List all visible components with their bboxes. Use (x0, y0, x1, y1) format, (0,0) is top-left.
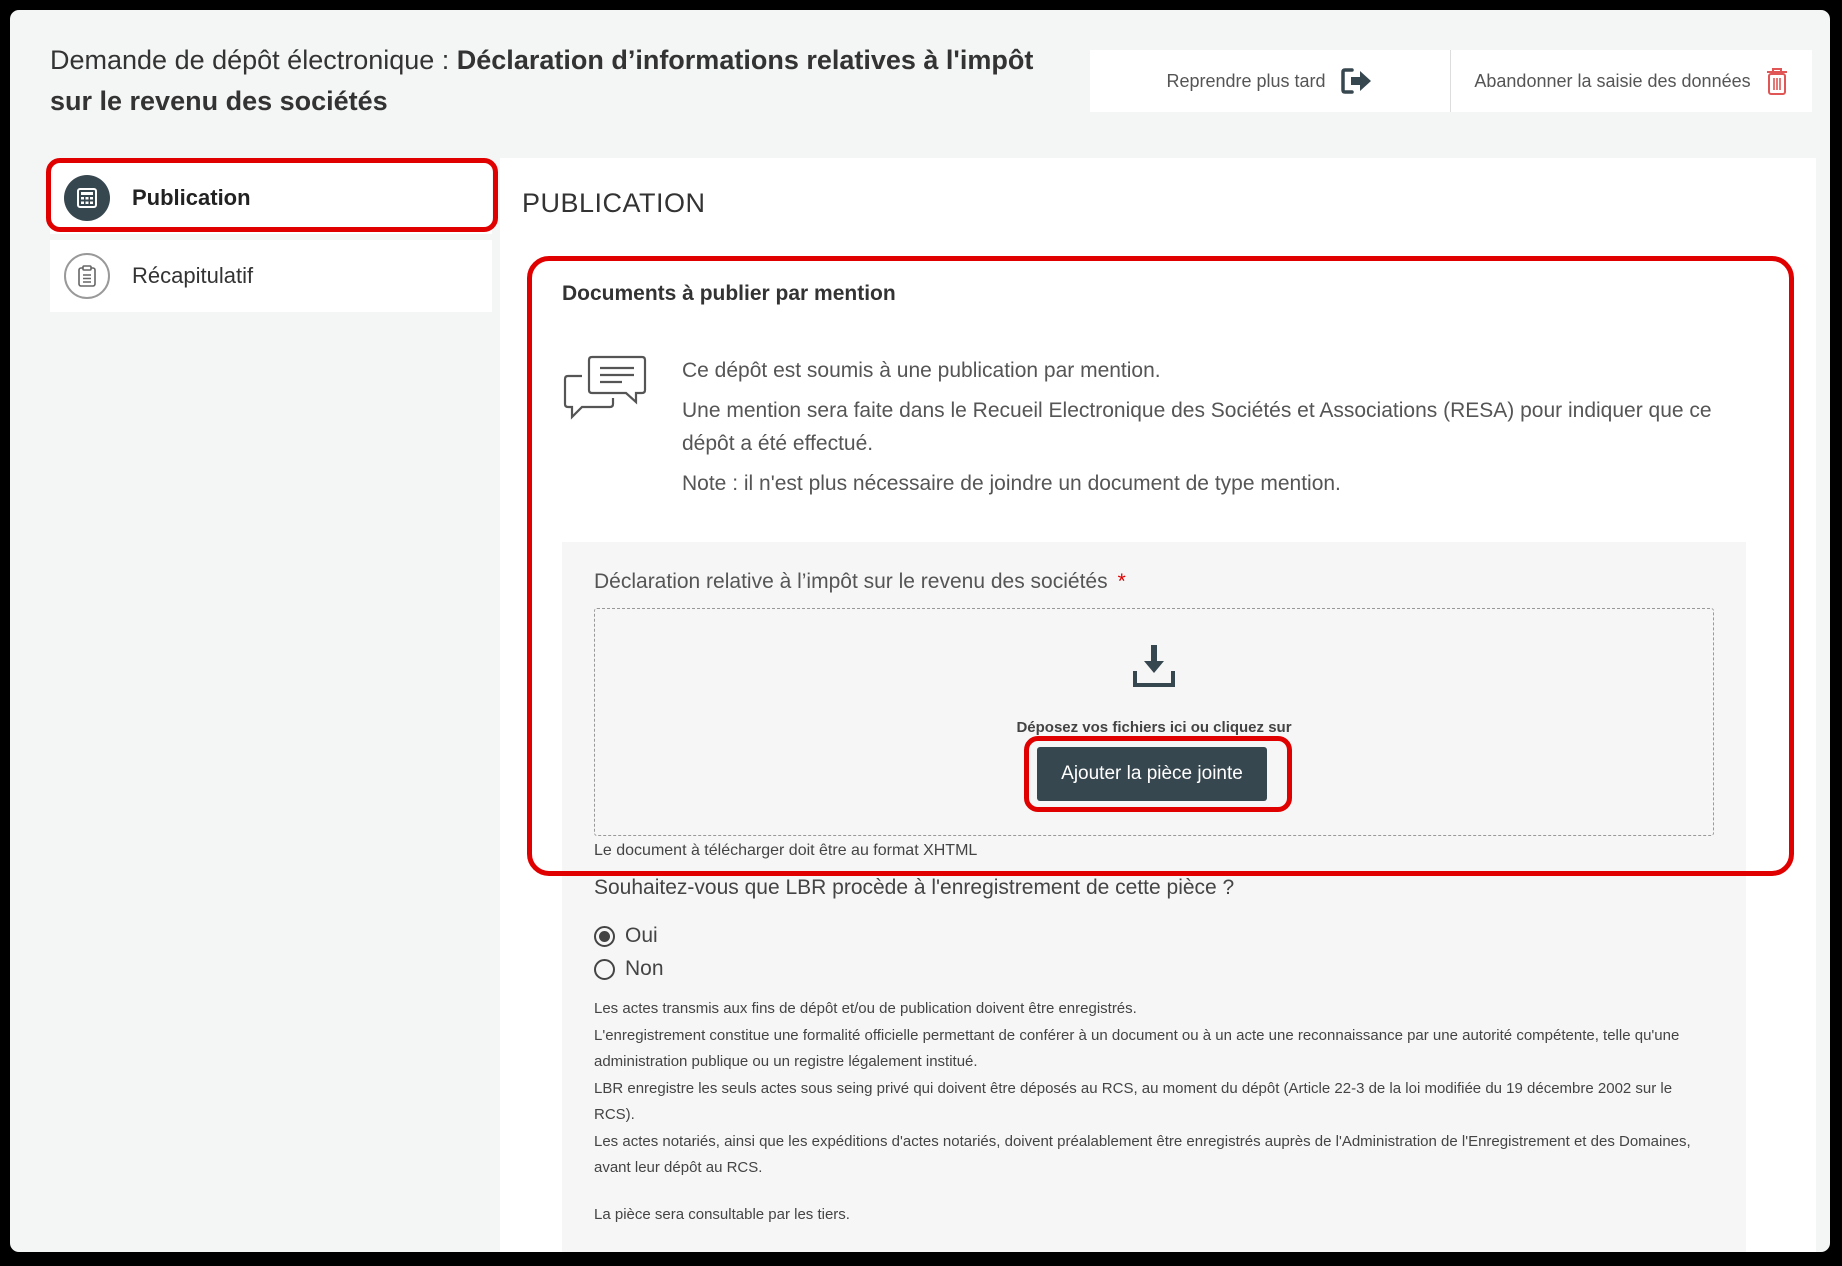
upload-section (562, 542, 1746, 1255)
upload-label-text: Déclaration relative à l’impôt sur le revenu des sociétés (594, 570, 1108, 593)
calculator-icon (64, 175, 110, 221)
clipboard-icon (64, 253, 110, 299)
format-note: Le document à télécharger doit être au format XHTML (594, 842, 978, 859)
required-marker: * (1117, 570, 1126, 593)
page-title (50, 40, 1080, 122)
sign-out-icon (1340, 66, 1374, 96)
sidebar-item-label: Publication (132, 185, 251, 210)
info-paragraph: Les actes notariés, ainsi que les expéditions d'actes notariés, doivent préalablement être enregistrés auprès de l'Administration de l'Enregistrement et des Domaines, avant leur dépôt au RCS. (594, 1132, 1691, 1176)
radio-oui[interactable] (594, 924, 658, 948)
mention-line: Une mention sera faite dans le Recueil Electronique des Sociétés et Associations (RESA) pour indiquer que ce dépôt a été effectué. (682, 399, 1712, 455)
card-title: Documents à publier par mention (562, 282, 896, 305)
page-title-prefix: Demande de dépôt électronique : (50, 45, 457, 75)
radio-label: Oui (625, 924, 658, 947)
mention-text (682, 354, 1762, 507)
mention-line: Ce dépôt est soumis à une publication par mention. (682, 359, 1161, 382)
sidebar-item-label: Récapitulatif (132, 263, 254, 288)
info-consultable: La pièce sera consultable par les tiers. (594, 1205, 850, 1223)
trash-icon (1765, 66, 1789, 96)
abandon-button[interactable] (1450, 50, 1812, 112)
registration-info (594, 996, 1714, 1228)
abandon-label: Abandonner la saisie des données (1474, 70, 1751, 91)
resume-later-button[interactable] (1090, 50, 1450, 112)
sidebar-item-recapitulatif[interactable] (50, 240, 492, 312)
file-dropzone[interactable] (594, 608, 1714, 836)
radio-unchecked (594, 959, 615, 980)
registration-question: Souhaitez-vous que LBR procède à l'enregistrement de cette pièce ? (594, 876, 1235, 899)
upload-field-label (594, 570, 1126, 594)
app-window (7, 7, 1833, 1255)
main-panel (500, 158, 1816, 1255)
add-attachment-button[interactable]: Ajouter la pièce jointe (1037, 747, 1267, 801)
info-paragraph: Les actes transmis aux fins de dépôt et/ou de publication doivent être enregistrés. (594, 1000, 1137, 1017)
mention-note: Note : il n'est plus nécessaire de joindre un document de type mention. (682, 472, 1341, 495)
radio-checked (594, 926, 615, 947)
page-title-strong: Déclaration d’informations relatives à l'impôt sur le revenu des sociétés (50, 45, 1034, 116)
header-actions (1090, 50, 1812, 112)
resume-later-label: Reprendre plus tard (1166, 70, 1326, 91)
chat-bubbles-icon (562, 354, 648, 420)
section-title: PUBLICATION (522, 188, 706, 218)
info-paragraph: L'enregistrement constitue une formalité officielle permettant de conférer à un document ou à un acte une reconnaissance par une autorité compétente, telle qu'une administration publique ou un registre légalement institué. (594, 1026, 1680, 1070)
radio-label: Non (625, 957, 664, 980)
info-paragraph: LBR enregistre les seuls actes sous seing privé qui doivent être déposés au RCS, au moment du dépôt (Article 22-3 de la loi modifiée du 19 décembre 2002 sur le RCS). (594, 1079, 1673, 1123)
dropzone-text: Déposez vos fichiers ici ou cliquez sur (1016, 719, 1292, 736)
sidebar (50, 162, 492, 318)
download-icon (1131, 643, 1177, 689)
sidebar-item-publication[interactable] (50, 162, 492, 234)
radio-non[interactable] (594, 957, 664, 981)
